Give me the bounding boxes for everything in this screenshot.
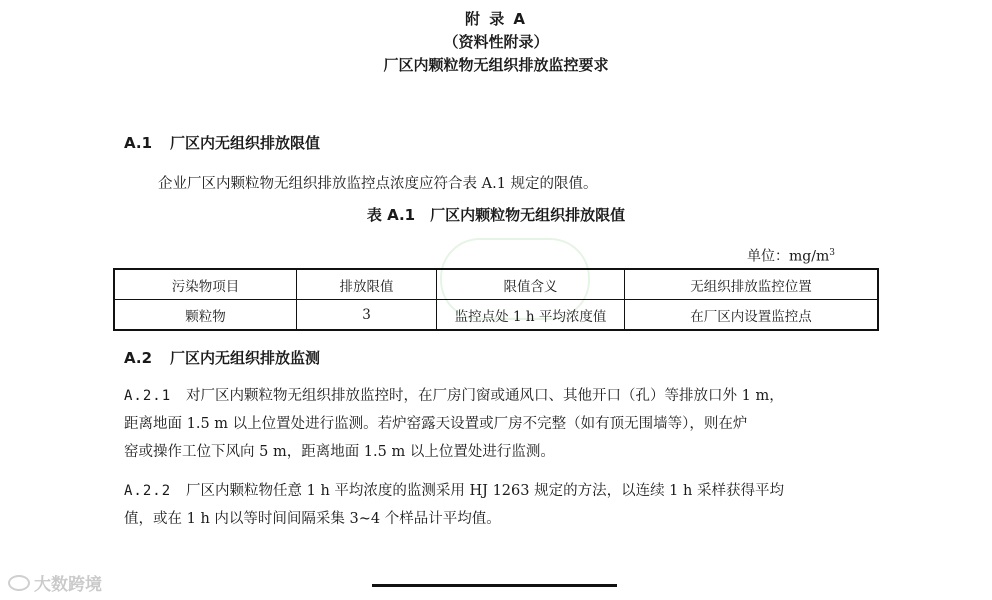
clause-line: 距离地面 1.5 m 以上位置处进行监测。若炉窑露天设置或厂房不完整（如有顶无围墙等），则在炉 xyxy=(124,416,748,432)
unit-text: 单位：mg/m xyxy=(747,248,830,265)
clause-a2-2 xyxy=(124,477,884,533)
table-header-row xyxy=(114,269,878,300)
header-cell: 无组织排放监控位置 xyxy=(625,269,879,300)
logo-icon xyxy=(8,575,30,591)
section-a2-heading xyxy=(124,348,320,368)
header-cell: 限值含义 xyxy=(437,269,625,300)
table-cell: 3 xyxy=(297,300,437,331)
header-cell: 排放限值 xyxy=(297,269,437,300)
header-cell: 污染物项目 xyxy=(114,269,297,300)
appendix-label: 附 录 A xyxy=(464,10,528,28)
table-row xyxy=(114,300,878,331)
clause-text: 厂区内颗粒物任意 1 h 平均浓度的监测采用 HJ 1263 规定的方法，以连续 1 h 采样获得平均 xyxy=(186,483,784,499)
watermark-text: 大数跨境 xyxy=(34,575,102,595)
clause-line: 窑或操作工位下风向 5 m，距离地面 1.5 m 以上位置处进行监测。 xyxy=(124,444,555,460)
watermark xyxy=(8,570,102,595)
table-cell: 在厂区内设置监控点 xyxy=(625,300,879,331)
section-number: A.1 xyxy=(124,134,153,152)
clause-line: 值，或在 1 h 内以等时间间隔采集 3~4 个样品计平均值。 xyxy=(124,511,501,527)
clause-line xyxy=(124,477,884,505)
clause-a2-1 xyxy=(124,382,884,466)
section-title: 厂区内无组织排放限值 xyxy=(170,134,321,152)
footer-rule xyxy=(372,584,617,587)
table-cell: 颗粒物 xyxy=(114,300,297,331)
limits-table xyxy=(113,268,879,331)
section-a1-heading xyxy=(124,133,320,153)
clause-number: A.2.1 xyxy=(124,388,172,404)
appendix-nature: （资料性附录） xyxy=(443,33,549,51)
appendix-title: 厂区内颗粒物无组织排放监控要求 xyxy=(383,56,609,74)
table-cell: 监控点处 1 h 平均浓度值 xyxy=(437,300,625,331)
table-unit xyxy=(747,243,835,267)
section-title: 厂区内无组织排放监测 xyxy=(170,349,321,367)
section-number: A.2 xyxy=(124,349,153,367)
table-caption: 表 A.1 厂区内颗粒物无组织排放限值 xyxy=(366,206,626,224)
unit-exponent: 3 xyxy=(829,248,835,258)
clause-number: A.2.2 xyxy=(124,483,172,499)
intro-paragraph: 企业厂区内颗粒物无组织排放监控点浓度应符合表 A.1 规定的限值。 xyxy=(158,176,598,192)
clause-line xyxy=(124,382,884,410)
clause-text: 对厂区内颗粒物无组织排放监控时，在厂房门窗或通风口、其他开口（孔）等排放口外 1 m， xyxy=(186,388,784,404)
